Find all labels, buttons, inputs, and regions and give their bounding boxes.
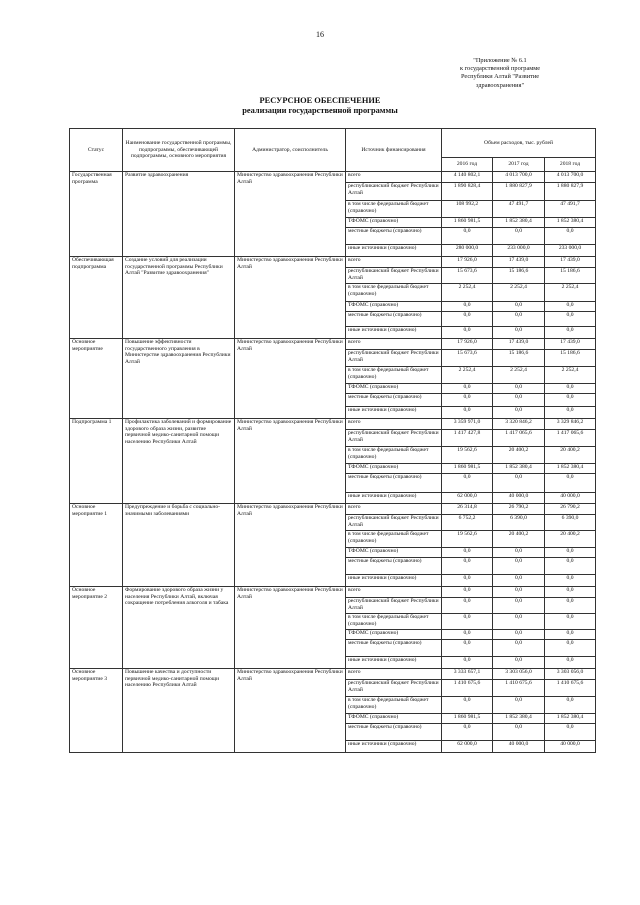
- cell-value: 0,0: [493, 630, 545, 640]
- cell-status: Обеспечивающая подпрограмма: [70, 257, 123, 339]
- cell-value: 2 252,4: [442, 284, 493, 302]
- cell-source: иные источники (справочно): [346, 493, 442, 504]
- cell-source: всего: [346, 587, 442, 598]
- cell-status: Государственная программа: [70, 172, 123, 257]
- cell-source: ТФОМС (справочно): [346, 302, 442, 312]
- cell-value: 15 673,6: [442, 268, 493, 284]
- cell-value: 0,0: [493, 407, 545, 419]
- cell-value: 0,0: [493, 548, 545, 558]
- cell-value: 47 491,7: [545, 201, 596, 218]
- cell-source: ТФОМС (справочно): [346, 630, 442, 640]
- cell-value: 0,0: [442, 575, 493, 587]
- page-number: 16: [316, 30, 324, 39]
- cell-value: 0,0: [442, 724, 493, 741]
- cell-value: 20 400,2: [493, 531, 545, 548]
- cell-source: республиканский бюджет Республики Алтай: [346, 515, 442, 531]
- cell-value: 40 000,0: [545, 741, 596, 753]
- cell-value: 0,0: [442, 657, 493, 669]
- cell-value: 0,0: [493, 312, 545, 327]
- cell-value: 1 860 981,5: [442, 464, 493, 474]
- cell-value: 0,0: [442, 474, 493, 493]
- cell-value: 0,0: [442, 640, 493, 657]
- cell-source: местные бюджеты (справочно): [346, 394, 442, 407]
- appendix-note: [430, 57, 570, 90]
- cell-source: в том числе федеральный бюджет (справочно): [346, 697, 442, 714]
- cell-value: 17 926,0: [442, 339, 493, 350]
- cell-source: республиканский бюджет Республики Алтай: [346, 350, 442, 367]
- cell-value: 1 852 380,4: [493, 714, 545, 724]
- cell-value: 0,0: [545, 724, 596, 741]
- cell-value: 15 673,6: [442, 350, 493, 367]
- header-volume: Объем расходов, тыс. рублей: [442, 129, 596, 158]
- cell-value: 3 303 056,0: [545, 669, 596, 680]
- cell-value: 0,0: [545, 587, 596, 598]
- cell-value: 17 439,0: [545, 339, 596, 350]
- cell-value: 2 252,4: [442, 367, 493, 384]
- cell-source: иные источники (справочно): [346, 327, 442, 339]
- cell-value: 0,0: [493, 598, 545, 614]
- cell-source: иные источники (справочно): [346, 741, 442, 753]
- cell-value: 1 852 380,4: [545, 218, 596, 228]
- cell-value: 0,0: [493, 394, 545, 407]
- cell-source: всего: [346, 669, 442, 680]
- document-title: [0, 96, 640, 116]
- cell-value: 2 252,4: [545, 367, 596, 384]
- cell-source: местные бюджеты (справочно): [346, 724, 442, 741]
- cell-value: 6 752,2: [442, 515, 493, 531]
- cell-value: 62 000,0: [442, 741, 493, 753]
- cell-name: Повышение качества и доступности первичной медико-санитарной помощи населению Республики Алтай: [123, 669, 235, 753]
- cell-value: 0,0: [545, 474, 596, 493]
- cell-value: 0,0: [493, 697, 545, 714]
- cell-value: 0,0: [545, 558, 596, 575]
- cell-value: 15 186,6: [493, 350, 545, 367]
- cell-value: 1 860 981,5: [442, 714, 493, 724]
- cell-source: в том числе федеральный бюджет (справочно): [346, 284, 442, 302]
- cell-admin: Министерство здравоохранения Республики Алтай: [235, 257, 346, 339]
- cell-value: 0,0: [493, 228, 545, 245]
- cell-value: 1 890 828,4: [442, 183, 493, 201]
- cell-source: местные бюджеты (справочно): [346, 312, 442, 327]
- cell-value: 0,0: [545, 614, 596, 630]
- appendix-line: здравоохранения": [475, 81, 525, 89]
- cell-admin: Министерство здравоохранения Республики Алтай: [235, 587, 346, 669]
- cell-source: республиканский бюджет Республики Алтай: [346, 268, 442, 284]
- cell-value: 0,0: [493, 640, 545, 657]
- cell-source: ТФОМС (справочно): [346, 384, 442, 394]
- cell-value: 47 491,7: [493, 201, 545, 218]
- cell-source: республиканский бюджет Республики Алтай: [346, 598, 442, 614]
- cell-name: Профилактика заболеваний и формирование здорового образа жизни, развитие первичной медико-санитарной помощи населению Республики Алтай: [123, 419, 235, 504]
- cell-value: 26 790,2: [493, 504, 545, 515]
- cell-admin: Министерство здравоохранения Республики Алтай: [235, 419, 346, 504]
- cell-value: 6 390,0: [545, 515, 596, 531]
- cell-source: ТФОМС (справочно): [346, 714, 442, 724]
- cell-value: 0,0: [442, 697, 493, 714]
- cell-value: 0,0: [493, 302, 545, 312]
- cell-value: 3 303 056,0: [493, 669, 545, 680]
- cell-value: 40 000,0: [493, 741, 545, 753]
- cell-source: в том числе федеральный бюджет (справочно): [346, 531, 442, 548]
- cell-source: республиканский бюджет Республики Алтай: [346, 183, 442, 201]
- header-year: 2018 год: [545, 158, 596, 172]
- cell-value: 0,0: [442, 630, 493, 640]
- cell-value: 26 314,8: [442, 504, 493, 515]
- cell-value: 62 000,0: [442, 493, 493, 504]
- cell-name: Предупреждение и борьба с социально-значимыми заболеваниями: [123, 504, 235, 587]
- cell-status: Основное мероприятие 1: [70, 504, 123, 587]
- cell-name: Формирование здорового образа жизни у населения Республики Алтай, включая сокращение потребления алкоголя и табака: [123, 587, 235, 669]
- cell-value: 0,0: [493, 724, 545, 741]
- cell-source: всего: [346, 419, 442, 430]
- cell-value: 0,0: [442, 312, 493, 327]
- cell-source: иные источники (справочно): [346, 657, 442, 669]
- cell-value: 15 186,6: [545, 350, 596, 367]
- cell-value: 233 000,0: [493, 245, 545, 257]
- cell-value: 15 186,6: [545, 268, 596, 284]
- cell-value: 3 359 971,0: [442, 419, 493, 430]
- cell-source: ТФОМС (справочно): [346, 464, 442, 474]
- cell-value: 1 860 981,5: [442, 218, 493, 228]
- cell-value: 0,0: [493, 657, 545, 669]
- cell-name: Повышение эффективности государственного управления в Министерстве здравоохранения Республики Алтай: [123, 339, 235, 419]
- cell-value: 0,0: [545, 327, 596, 339]
- cell-source: местные бюджеты (справочно): [346, 640, 442, 657]
- cell-value: 0,0: [545, 697, 596, 714]
- cell-source: республиканский бюджет Республики Алтай: [346, 680, 442, 697]
- cell-value: 0,0: [442, 327, 493, 339]
- cell-value: 0,0: [442, 302, 493, 312]
- cell-value: 0,0: [545, 384, 596, 394]
- header-source: Источник финансирования: [346, 129, 442, 172]
- cell-value: 2 252,4: [493, 367, 545, 384]
- cell-value: 0,0: [493, 558, 545, 575]
- cell-value: 0,0: [545, 640, 596, 657]
- cell-value: 1 410 675,6: [442, 680, 493, 697]
- cell-admin: Министерство здравоохранения Республики Алтай: [235, 339, 346, 419]
- cell-value: 3 333 657,1: [442, 669, 493, 680]
- cell-value: 2 252,4: [545, 284, 596, 302]
- resource-table: [69, 128, 596, 753]
- cell-name: Развитие здравоохранения: [123, 172, 235, 257]
- cell-value: 0,0: [545, 575, 596, 587]
- cell-value: 19 562,6: [442, 531, 493, 548]
- cell-value: 1 852 380,4: [493, 218, 545, 228]
- subtitle-line: реализации государственной программы: [242, 106, 398, 115]
- cell-value: 3 320 846,2: [493, 419, 545, 430]
- cell-source: в том числе федеральный бюджет (справочно): [346, 201, 442, 218]
- cell-value: 6 390,0: [493, 515, 545, 531]
- cell-source: ТФОМС (справочно): [346, 548, 442, 558]
- cell-source: иные источники (справочно): [346, 245, 442, 257]
- header-name: Наименование государственной программы, подпрограммы, обеспечивающей подпрограммы, основного мероприятия: [123, 129, 235, 172]
- cell-value: 0,0: [493, 474, 545, 493]
- cell-status: Основное мероприятие 2: [70, 587, 123, 669]
- cell-value: 0,0: [545, 312, 596, 327]
- cell-source: всего: [346, 504, 442, 515]
- cell-value: 0,0: [493, 327, 545, 339]
- table-row: [70, 587, 596, 598]
- cell-value: 1 417 065,6: [493, 430, 545, 447]
- cell-value: 0,0: [545, 630, 596, 640]
- cell-value: 1 880 827,9: [545, 183, 596, 201]
- table-row: [70, 257, 596, 268]
- cell-source: местные бюджеты (справочно): [346, 474, 442, 493]
- cell-value: 15 186,6: [493, 268, 545, 284]
- cell-source: в том числе федеральный бюджет (справочно): [346, 447, 442, 464]
- header-year: 2016 год: [442, 158, 493, 172]
- cell-value: 0,0: [442, 587, 493, 598]
- cell-value: 0,0: [442, 598, 493, 614]
- cell-value: 0,0: [545, 394, 596, 407]
- cell-source: всего: [346, 172, 442, 183]
- cell-value: 108 992,2: [442, 201, 493, 218]
- table-body: [70, 172, 596, 753]
- cell-source: республиканский бюджет Республики Алтай: [346, 430, 442, 447]
- table-row: [70, 504, 596, 515]
- cell-value: 1 852 380,4: [545, 464, 596, 474]
- cell-value: 26 790,2: [545, 504, 596, 515]
- cell-source: иные источники (справочно): [346, 575, 442, 587]
- cell-value: 0,0: [493, 575, 545, 587]
- cell-value: 17 439,0: [545, 257, 596, 268]
- appendix-line: Республики Алтай "Развитие: [460, 73, 540, 81]
- cell-value: 0,0: [545, 407, 596, 419]
- cell-value: 0,0: [493, 587, 545, 598]
- cell-value: 0,0: [442, 228, 493, 245]
- cell-value: 1 852 380,4: [493, 464, 545, 474]
- cell-value: 4 013 700,0: [493, 172, 545, 183]
- cell-value: 20 400,2: [545, 531, 596, 548]
- appendix-line: "Приложение № 6.1: [473, 57, 527, 64]
- cell-value: 0,0: [442, 548, 493, 558]
- cell-value: 0,0: [545, 657, 596, 669]
- header-year: 2017 год: [493, 158, 545, 172]
- cell-value: 4 013 700,0: [545, 172, 596, 183]
- cell-value: 20 400,2: [493, 447, 545, 464]
- cell-value: 4 140 802,1: [442, 172, 493, 183]
- cell-source: ТФОМС (справочно): [346, 218, 442, 228]
- cell-value: 1 417 427,8: [442, 430, 493, 447]
- cell-value: 17 439,0: [493, 339, 545, 350]
- cell-source: в том числе федеральный бюджет (справочно): [346, 614, 442, 630]
- cell-value: 1 410 675,6: [545, 680, 596, 697]
- cell-admin: Министерство здравоохранения Республики Алтай: [235, 172, 346, 257]
- cell-value: 0,0: [545, 228, 596, 245]
- cell-value: 0,0: [442, 384, 493, 394]
- cell-value: 233 000,0: [545, 245, 596, 257]
- header-admin: Администратор, соисполнитель: [235, 129, 346, 172]
- cell-source: всего: [346, 257, 442, 268]
- cell-status: Основное мероприятие: [70, 339, 123, 419]
- cell-value: 1 410 675,6: [493, 680, 545, 697]
- cell-admin: Министерство здравоохранения Республики Алтай: [235, 669, 346, 753]
- cell-value: 0,0: [442, 614, 493, 630]
- cell-value: 40 000,0: [493, 493, 545, 504]
- cell-value: 0,0: [545, 598, 596, 614]
- cell-value: 2 252,4: [493, 284, 545, 302]
- table-row: [70, 339, 596, 350]
- cell-value: 1 417 065,6: [545, 430, 596, 447]
- cell-source: иные источники (справочно): [346, 407, 442, 419]
- cell-source: в том числе федеральный бюджет (справочно): [346, 367, 442, 384]
- cell-name: Создание условий для реализации государственной программы Республики Алтай "Развитие здравоохранения": [123, 257, 235, 339]
- cell-status: Основное мероприятие 3: [70, 669, 123, 753]
- cell-value: 0,0: [545, 302, 596, 312]
- cell-value: 0,0: [442, 407, 493, 419]
- cell-status: Подпрограмма 1: [70, 419, 123, 504]
- cell-admin: Министерство здравоохранения Республики Алтай: [235, 504, 346, 587]
- table-row: [70, 419, 596, 430]
- cell-source: местные бюджеты (справочно): [346, 558, 442, 575]
- cell-value: 40 000,0: [545, 493, 596, 504]
- cell-value: 0,0: [545, 548, 596, 558]
- cell-source: всего: [346, 339, 442, 350]
- appendix-line: к государственной программе: [459, 65, 541, 73]
- cell-value: 17 926,0: [442, 257, 493, 268]
- cell-value: 3 329 846,2: [545, 419, 596, 430]
- cell-value: 0,0: [493, 614, 545, 630]
- cell-value: 19 562,6: [442, 447, 493, 464]
- cell-value: 280 000,0: [442, 245, 493, 257]
- title-line: РЕСУРСНОЕ ОБЕСПЕЧЕНИЕ: [259, 96, 381, 105]
- cell-value: 0,0: [442, 394, 493, 407]
- cell-value: 0,0: [442, 558, 493, 575]
- table-row: [70, 172, 596, 183]
- cell-value: 1 852 380,4: [545, 714, 596, 724]
- cell-value: 17 439,0: [493, 257, 545, 268]
- cell-value: 1 880 827,9: [493, 183, 545, 201]
- cell-source: местные бюджеты (справочно): [346, 228, 442, 245]
- cell-value: 0,0: [493, 384, 545, 394]
- table-row: [70, 669, 596, 680]
- header-status: Статус: [70, 129, 123, 172]
- cell-value: 20 400,2: [545, 447, 596, 464]
